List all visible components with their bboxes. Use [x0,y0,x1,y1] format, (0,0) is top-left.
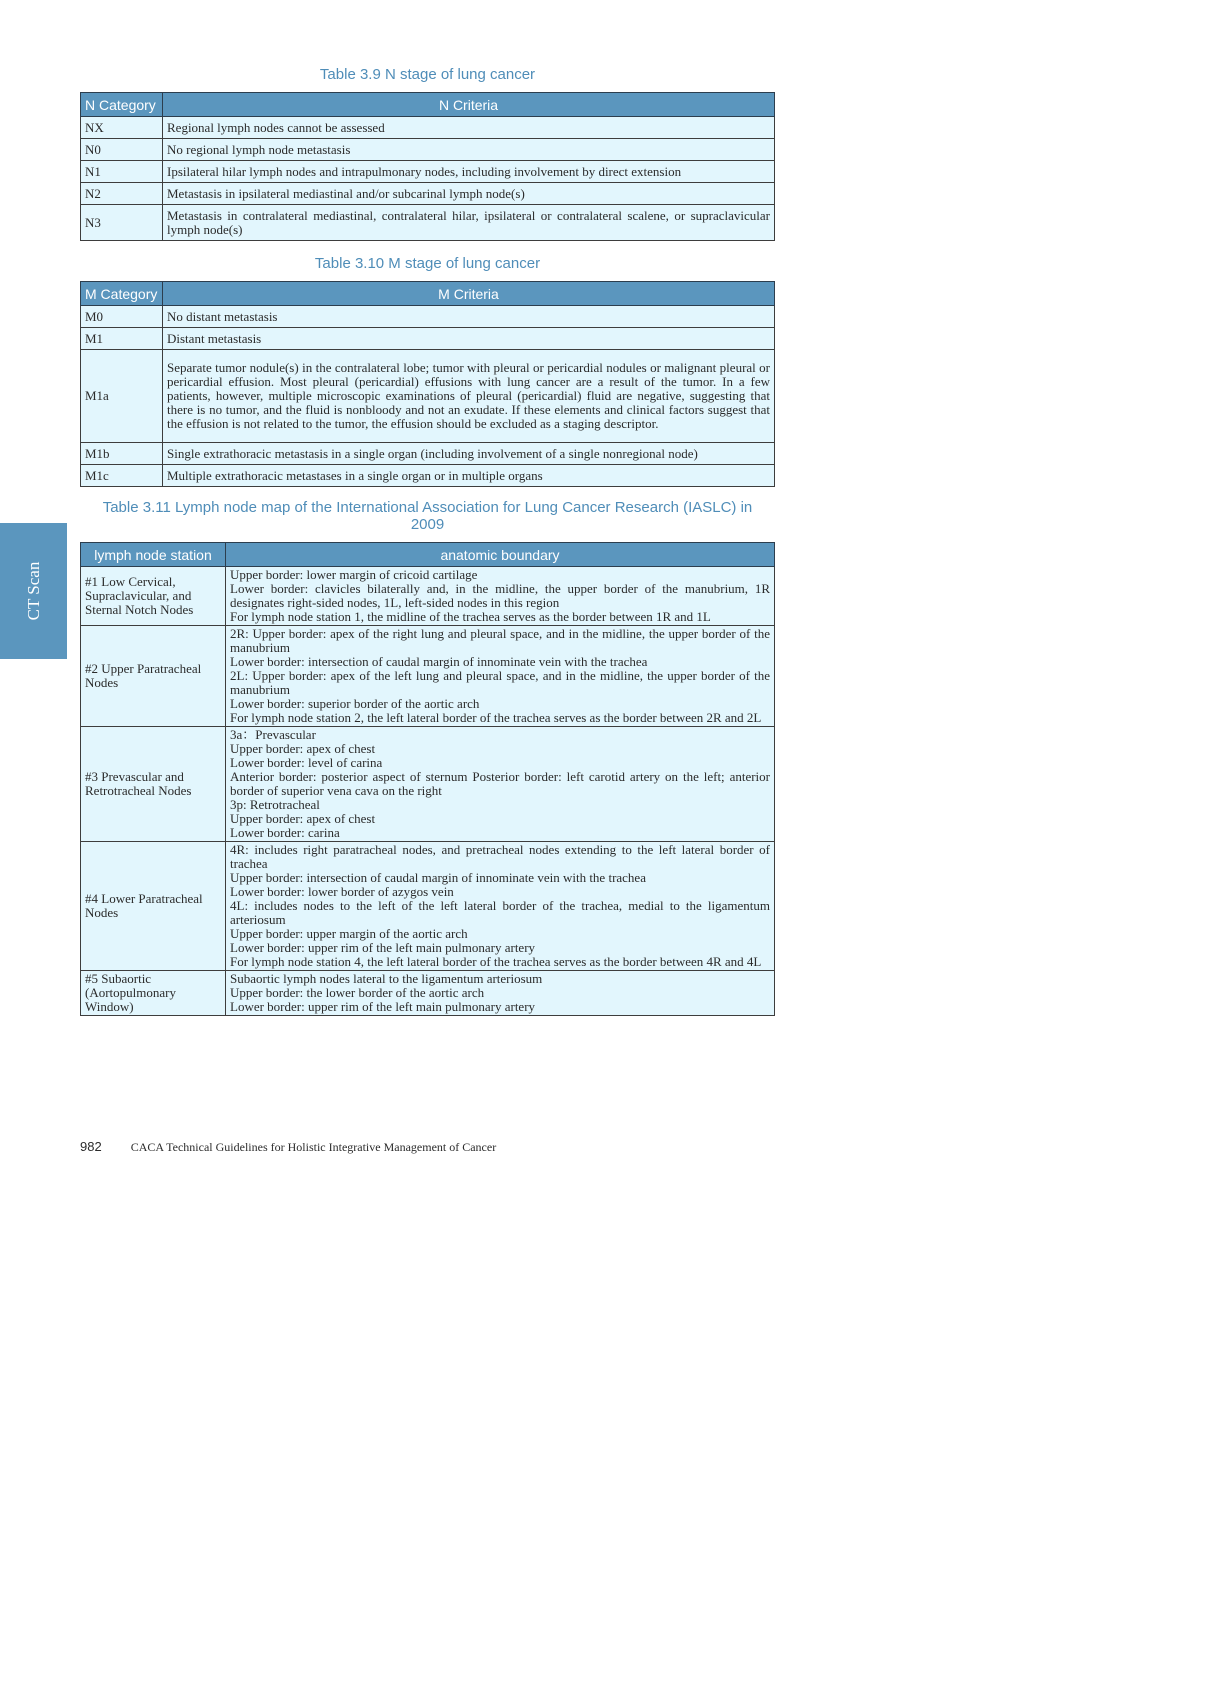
boundary-line: Lower border: level of carina [230,755,383,770]
table-lymph-node-map [80,542,775,1016]
header-lymph-station: lymph node station [81,543,226,567]
m-criteria-cell: Separate tumor nodule(s) in the contralateral lobe; tumor with pleural or pericardial nodules or malignant pleural or pericardial effusion. Most pleural (pericardial) effusions with lung cancer are a result of the tumor. In a few patients, however, multiple microscopic examinations of pleural (pericardial) fluid are negative, suggesting that there is no tumor, and the fluid is nonbloody and not an exudate. If these elements and clinical factors suggest that the effusion is not related to the tumor, the effusion should be excluded as a staging descriptor. [163,350,775,443]
boundary-line: Lower border: upper rim of the left main pulmonary artery [230,940,536,955]
m-category-cell: M1 [81,328,163,350]
page-content [80,0,775,1016]
boundary-cell [226,842,775,971]
header-n-category: N Category [81,93,163,117]
table-header-row [81,282,775,306]
table-m-stage [80,281,775,487]
m-category-cell: M1b [81,443,163,465]
table-row [81,350,775,443]
boundary-line: 4L: includes nodes to the left of the left lateral border of the trachea, medial to the ligamentum arteriosum [230,898,770,927]
station-cell: #5 Subaortic (Aortopulmonary Window) [81,971,226,1016]
n-criteria-cell: Ipsilateral hilar lymph nodes and intrapulmonary nodes, including involvement by direct extension [163,161,775,183]
table-lymph-caption: Table 3.11 Lymph node map of the International Association for Lung Cancer Research (IASLC) in 2009 [102,499,753,533]
header-n-criteria: N Criteria [163,93,775,117]
side-section-tab [0,523,67,659]
boundary-cell [226,971,775,1016]
station-cell: #1 Low Cervical, Supraclavicular, and Sternal Notch Nodes [81,567,226,626]
boundary-line: Upper border: apex of chest [230,811,376,826]
n-criteria-cell: Metastasis in contralateral mediastinal, contralateral hilar, ipsilateral or contralateral scalene, or supraclavicular lymph node(s) [163,205,775,241]
boundary-line: Lower border: upper rim of the left main pulmonary artery [230,999,536,1014]
side-tab-label: CT Scan [23,561,43,621]
table-header-row [81,93,775,117]
table-row [81,443,775,465]
boundary-line: For lymph node station 2, the left lateral border of the trachea serves as the border between 2R and 2L [230,710,762,725]
boundary-line: Upper border: lower margin of cricoid cartilage [230,567,478,582]
n-category-cell: N1 [81,161,163,183]
n-category-cell: NX [81,117,163,139]
header-anatomic-boundary: anatomic boundary [226,543,775,567]
table-row [81,306,775,328]
table-row [81,161,775,183]
n-category-cell: N2 [81,183,163,205]
table-row [81,117,775,139]
m-category-cell: M1c [81,465,163,487]
boundary-line: For lymph node station 1, the midline of the trachea serves as the border between 1R and 1L [230,609,711,624]
table-row [81,139,775,161]
station-cell: #4 Lower Paratracheal Nodes [81,842,226,971]
boundary-line: Upper border: apex of chest [230,741,376,756]
table-m-caption: Table 3.10 M stage of lung cancer [314,255,541,272]
m-criteria-cell: Multiple extrathoracic metastases in a single organ or in multiple organs [163,465,775,487]
table-n-stage [80,92,775,241]
m-category-cell: M0 [81,306,163,328]
station-cell: #2 Upper Paratracheal Nodes [81,626,226,727]
boundary-line: 2L: Upper border: apex of the left lung and pleural space, and in the midline, the upper border of the manubrium [230,668,770,697]
page-number: 982 [80,1139,102,1154]
boundary-line: For lymph node station 4, the left lateral border of the trachea serves as the border between 4R and 4L [230,954,762,969]
table-row [81,328,775,350]
m-criteria-cell: Distant metastasis [163,328,775,350]
boundary-cell [226,567,775,626]
page-footer [80,1139,496,1155]
boundary-line: Lower border: superior border of the aortic arch [230,696,480,711]
table-row [81,626,775,727]
table-header-row [81,543,775,567]
header-m-criteria: M Criteria [163,282,775,306]
n-category-cell: N3 [81,205,163,241]
boundary-line: Lower border: intersection of caudal margin of innominate vein with the trachea [230,654,648,669]
book-title: CACA Technical Guidelines for Holistic Integrative Management of Cancer [130,1140,497,1154]
boundary-line: 3a：Prevascular [230,727,316,742]
m-criteria-cell: No distant metastasis [163,306,775,328]
header-m-category: M Category [81,282,163,306]
m-category-cell: M1a [81,350,163,443]
table-row [81,465,775,487]
boundary-line: Anterior border: posterior aspect of sternum Posterior border: left carotid artery on the left; anterior border of superior vena cava on the right [230,769,770,798]
table-row [81,183,775,205]
boundary-line: Upper border: intersection of caudal margin of innominate vein with the trachea [230,870,646,885]
table-row [81,971,775,1016]
boundary-line: 4R: includes right paratracheal nodes, and pretracheal nodes extending to the left lateral border of trachea [230,842,770,871]
station-cell: #3 Prevascular and Retrotracheal Nodes [81,727,226,842]
boundary-line: Lower border: lower border of azygos vein [230,884,454,899]
table-n-caption: Table 3.9 N stage of lung cancer [319,66,536,83]
boundary-line: Lower border: carina [230,825,340,840]
table-row [81,727,775,842]
n-criteria-cell: Metastasis in ipsilateral mediastinal and/or subcarinal lymph node(s) [163,183,775,205]
boundary-line: 2R: Upper border: apex of the right lung and pleural space, and in the midline, the upper border of the manubrium [230,626,770,655]
boundary-cell [226,727,775,842]
table-row [81,205,775,241]
table-row [81,567,775,626]
boundary-cell [226,626,775,727]
boundary-line: Upper border: upper margin of the aortic arch [230,926,468,941]
n-category-cell: N0 [81,139,163,161]
m-criteria-cell: Single extrathoracic metastasis in a single organ (including involvement of a single nonregional node) [163,443,775,465]
boundary-line: Lower border: clavicles bilaterally and, in the midline, the upper border of the manubrium, 1R designates right-sided nodes, 1L, left-sided nodes in this region [230,581,770,610]
n-criteria-cell: No regional lymph node metastasis [163,139,775,161]
boundary-line: Upper border: the lower border of the aortic arch [230,985,485,1000]
boundary-line: 3p: Retrotracheal [230,797,320,812]
table-row [81,842,775,971]
n-criteria-cell: Regional lymph nodes cannot be assessed [163,117,775,139]
boundary-line: Subaortic lymph nodes lateral to the ligamentum arteriosum [230,971,543,986]
